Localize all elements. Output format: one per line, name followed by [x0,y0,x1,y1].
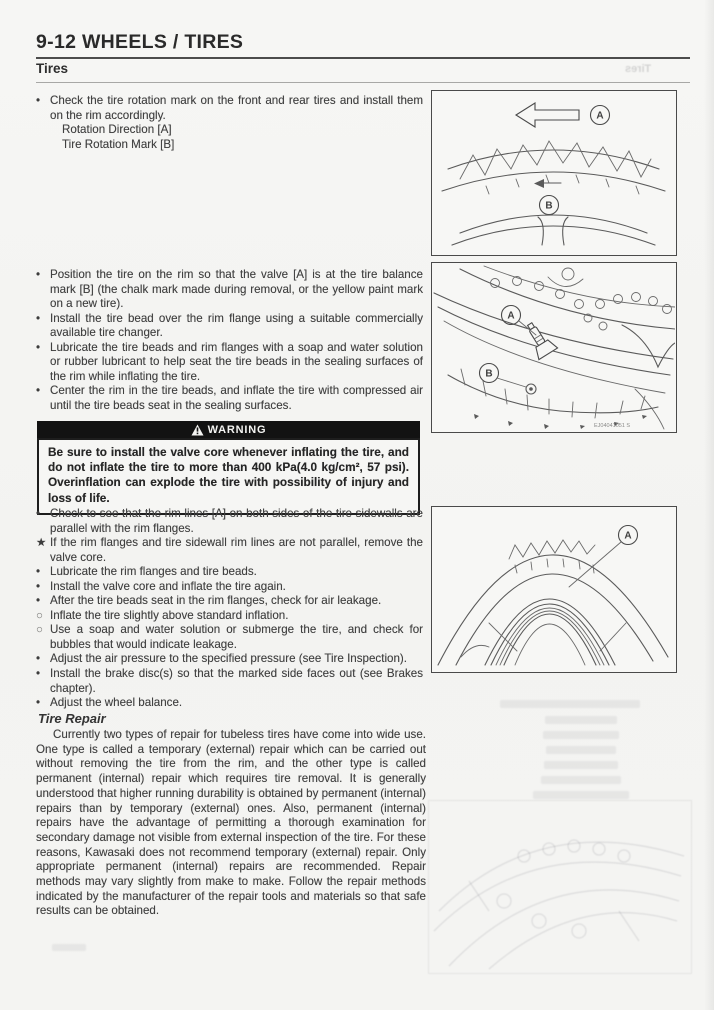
legend-line: Rotation Direction [A] [62,123,172,137]
bleedthrough-text [543,731,619,739]
bleedthrough-text [544,761,618,769]
bleedthrough-text [545,716,617,724]
step-text: Install the brake disc(s) so that the marked side faces out (see Brakes chapter). [50,667,423,695]
rotation-arrow-icon [516,103,579,127]
section-rule [36,82,690,83]
bullet-list [36,268,423,413]
bullet-marker: ○ [36,623,44,637]
valve-stem [520,318,557,359]
warning-text: Be sure to install the valve core whenever inflating the tire, and do not inflate the tire to more than 400 kPa(4.0 kg/cm², 57 psi). Overinflation can explode the tire with possibility of injury and loss of life. [37,438,420,515]
bullet-marker: ○ [36,608,44,622]
list-item [36,580,423,595]
step-text: Center the rim in the tire beads, and inflate the tire with compressed air until the tire beads seat in the sealing surfaces. [50,384,423,412]
figure-label-a: A [624,530,632,542]
list-item [36,507,423,536]
bullet-marker: • [36,579,41,593]
list-item [36,384,423,413]
warning-box [37,421,420,515]
bleedthrough-text [533,791,629,799]
step-text: Use a soap and water solution or submerge the tire, and check for bubbles that would indicate leakage. [50,623,423,651]
bullet-marker: • [36,340,41,354]
bullet-marker: • [36,696,41,710]
bleedthrough-figure [428,800,692,974]
bullet-marker: • [36,384,41,398]
section-title: Tires [36,61,69,76]
bleedthrough-text [546,746,616,754]
figure-label-b: B [485,368,493,380]
tire-tread-rotation-drawing [432,91,675,254]
figure-label-b: B [545,200,553,212]
step-text: Check the tire rotation mark on the front and rear tires and install them on the rim accordingly. [50,94,423,122]
figure-tire-rotation [431,90,677,256]
list-item [36,268,423,312]
bleedthrough-text [52,944,86,951]
bullet-marker: • [36,565,41,579]
figure-caption: EJ04041051 S [594,423,631,429]
bleedthrough-text [541,776,621,784]
figure-label-a: A [596,110,604,122]
figure-label-a: A [507,310,515,322]
tire-rim-line-drawing [432,507,675,671]
legend-line: Tire Rotation Mark [B] [62,137,175,151]
mounting-steps [36,268,423,413]
page-title: 9-12 WHEELS / TIRES [36,31,244,53]
list-item [36,94,423,123]
step-text: Check to see that the rim lines [A] on both sides of the tire sidewalls are parallel with the rim flanges. [50,507,423,535]
step-text: After the tire beads seat in the rim flanges, check for air leakage. [50,594,382,608]
list-item [36,652,423,667]
bullet-marker: ★ [36,536,47,550]
step-text: If the rim flanges and tire sidewall rim lines are not parallel, remove the valve core. [50,536,423,564]
bullet-marker: • [36,667,41,681]
list-item [36,667,423,696]
bullet-marker: • [36,507,41,520]
bullet-marker: • [36,594,41,608]
figure-valve-balance-mark [431,262,677,433]
list-item [36,341,423,385]
tire-repair-heading: Tire Repair [38,711,106,726]
figure-rim-lines [431,506,677,673]
header-rule [36,57,690,59]
list-item [36,594,423,609]
step-text: Adjust the wheel balance. [50,696,183,710]
warning-header [37,421,420,438]
list-item [36,312,423,341]
step-text: Lubricate the tire beads and rim flanges with a soap and water solution or rubber lubricant to help seat the tire beads in the sealing surfaces of the rim while inflating the tire. [50,340,423,383]
step-text: Adjust the air pressure to the specified pressure (see Tire Inspection). [50,652,408,666]
list-item [36,609,423,624]
step-text: Install the valve core and inflate the tire again. [50,579,286,593]
list-item [36,623,423,652]
bullet-marker: • [36,652,41,666]
bullet-list [36,94,423,123]
seating-steps [36,507,423,711]
step-text: Lubricate the rim flanges and tire beads. [50,565,257,579]
bleedthrough-section-title: Tires [625,63,652,75]
step-text: Position the tire on the rim so that the valve [A] is at the tire balance mark [B] (the chalk mark made during removal, or the yellow paint mark on a new tire). [50,268,423,311]
step-text: Inflate the tire slightly above standard inflation. [50,608,289,622]
warning-triangle-icon [191,424,204,436]
tire-repair-paragraph: Currently two types of repair for tubeless tires have come into wide use. One type is called a temporary (external) repair which can be carried out without removing the tire from the rim, and the other type is called permanent (internal) repair which requires tire removal. It is generally understood that higher running durability is obtained by permanent (internal) repairs than by temporary (external) ones. Also, permanent (internal) repairs have the advantage of permitting a thorough examination for secondary damage not visible from external inspection of the tire. For these reasons, Kawasaki does not recommend temporary (external) repair. Only appropriate permanent (internal) repairs are recommended. Repair methods may vary slightly from make to make. Follow the repair methods indicated by the manufacturer of the repair tools and materials so that safe results can be obtained. [36,728,426,918]
wheel-valve-drawing [432,263,675,431]
list-item [36,565,423,580]
legend-lines [36,123,423,152]
step-text: Install the tire bead over the rim flange using a suitable commercially available tire changer. [50,311,423,340]
warning-title: WARNING [207,423,267,436]
bleedthrough-text [500,700,640,708]
bullet-marker: • [36,311,41,325]
bullet-marker: • [36,94,41,107]
bullet-marker: • [36,268,41,281]
list-item [36,696,423,711]
bullet-list [36,507,423,711]
list-item [36,536,423,565]
rotation-mark-steps [36,94,423,152]
